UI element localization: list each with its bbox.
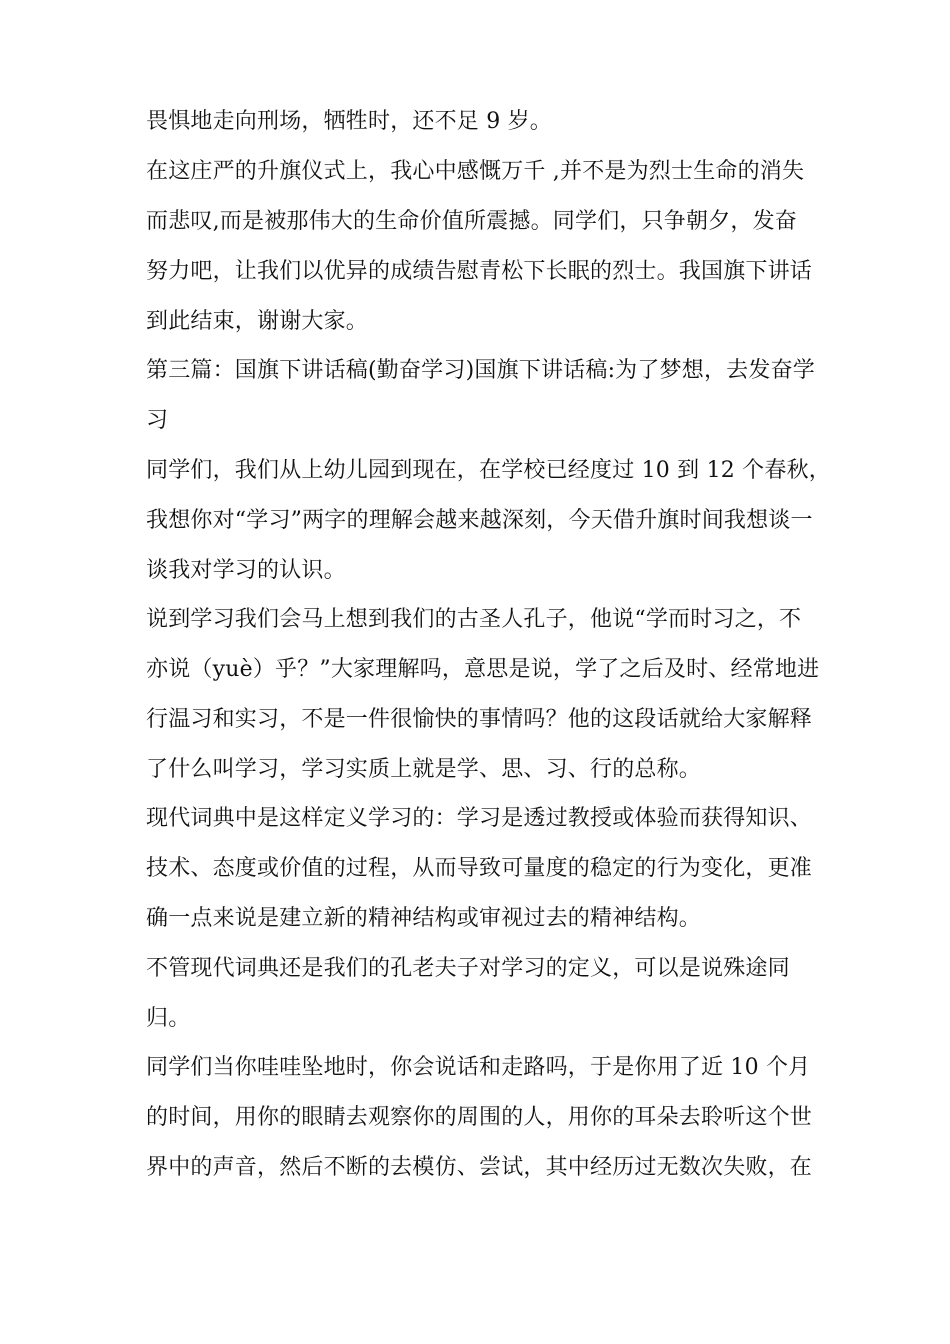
text-line: 亦说（yuè）乎？”大家理解吗，意思是说，学了之后及时、经常地进: [146, 657, 820, 682]
text-line: 不管现代词典还是我们的孔老夫子对学习的定义，可以是说殊途同: [146, 956, 790, 981]
text-line: 的时间，用你的眼睛去观察你的周围的人，用你的耳朵去聆听这个世: [146, 1105, 813, 1130]
text-line: 我想你对“学习”两字的理解会越来越深刻，今天借升旗时间我想谈一: [146, 508, 813, 533]
text-line: 在这庄严的升旗仪式上，我心中感慨万千 ,并不是为烈士生命的消失: [146, 159, 805, 184]
text-line: 到此结束，谢谢大家。: [146, 309, 369, 334]
section-heading: 第三篇：国旗下讲话稿(勤奋学习)国旗下讲话稿:为了梦想，去发奋学: [146, 358, 815, 383]
text-line: 谈我对学习的认识。: [146, 558, 346, 583]
text-line: 行温习和实习，不是一件很愉快的事情吗？他的这段话就给大家解释: [146, 707, 813, 732]
text-line: 努力吧，让我们以优异的成绩告慰青松下长眠的烈士。我国旗下讲话: [146, 259, 813, 284]
text-line: 同学们当你哇哇坠地时，你会说话和走路吗，于是你用了近 10 个月: [146, 1055, 811, 1080]
text-line: 了什么叫学习，学习实质上就是学、思、习、行的总称。: [146, 757, 702, 782]
text-line: 畏惧地走向刑场，牺牲时，还不足 9 岁。: [146, 109, 552, 134]
text-line: 确一点来说是建立新的精神结构或审视过去的精神结构。: [146, 906, 702, 931]
text-line: 技术、态度或价值的过程，从而导致可量度的稳定的行为变化，更准: [146, 856, 813, 881]
text-line: 同学们，我们从上幼儿园到现在，在学校已经度过 10 到 12 个春秋，: [146, 458, 831, 483]
text-line: 而悲叹,而是被那伟大的生命价值所震撼。同学们，只争朝夕，发奋: [146, 209, 797, 234]
text-line: 界中的声音，然后不断的去模仿、尝试，其中经历过无数次失败，在: [146, 1155, 813, 1180]
text-line: 归。: [146, 1006, 191, 1031]
text-line: 说到学习我们会马上想到我们的古圣人孔子，他说“学而时习之，不: [146, 607, 802, 632]
text-line: 现代词典中是这样定义学习的：学习是透过教授或体验而获得知识、: [146, 806, 813, 831]
section-heading-continued: 习: [146, 408, 169, 433]
